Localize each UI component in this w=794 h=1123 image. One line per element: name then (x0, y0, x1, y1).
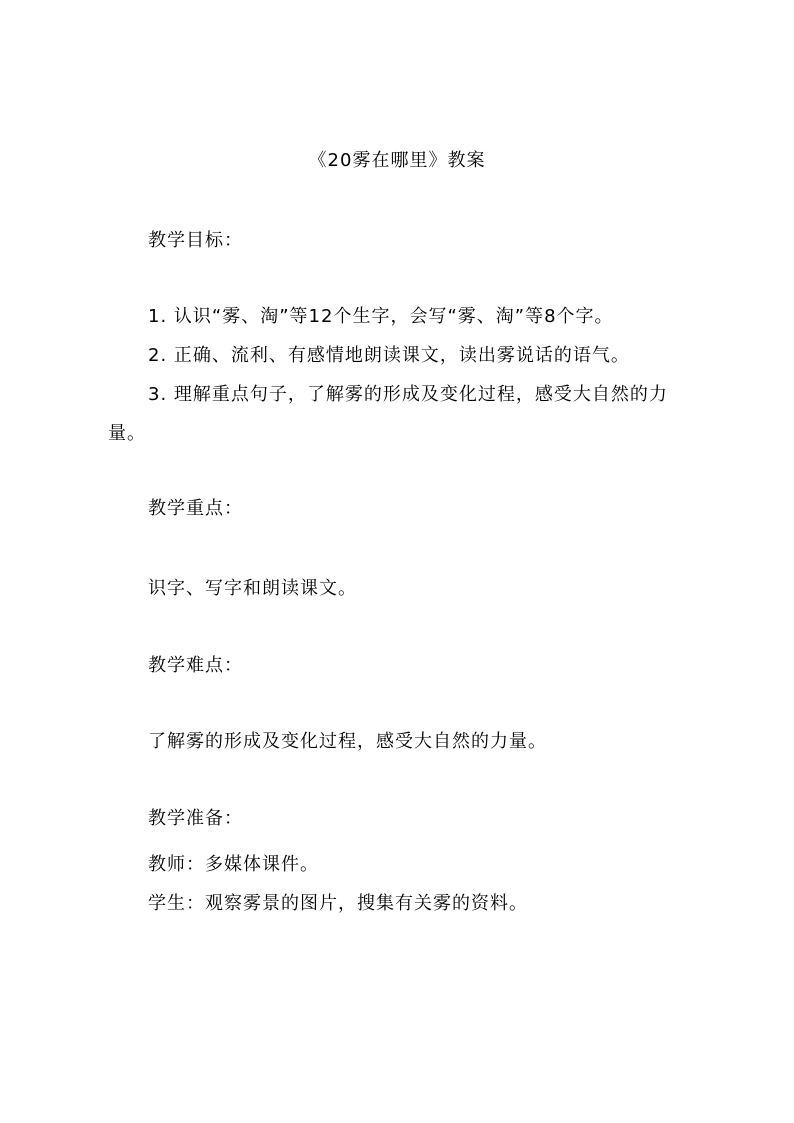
objective-item-1: 1. 认识“雾、淘”等12个生字，会写“雾、淘”等8个字。 (148, 306, 614, 327)
preparation-list (108, 845, 698, 923)
objectives-list (108, 297, 698, 453)
section-heading: 教学重点： (148, 498, 243, 519)
section-heading-preparation (108, 799, 698, 838)
section-heading-difficulty (108, 646, 698, 685)
section-heading-keypoint (108, 489, 698, 528)
keypoint-text: 识字、写字和朗读课文。 (148, 578, 357, 599)
section-heading-objectives (108, 221, 698, 260)
document-title: 《20雾在哪里》教案 (308, 150, 486, 171)
difficulty-content (108, 722, 698, 761)
objective-item-3: 3. 理解重点句子，了解雾的形成及变化过程，感受大自然的力量。 (108, 384, 668, 444)
teacher-preparation: 教师：多媒体课件。 (148, 854, 319, 875)
student-preparation: 学生：观察雾景的图片，搜集有关雾的资料。 (148, 893, 528, 914)
difficulty-text: 了解雾的形成及变化过程，感受大自然的力量。 (148, 731, 547, 752)
keypoint-content (108, 569, 698, 608)
section-heading: 教学难点： (148, 655, 243, 676)
section-heading: 教学目标： (148, 230, 243, 251)
section-heading: 教学准备： (148, 808, 243, 829)
objective-item-2: 2. 正确、流利、有感情地朗读课文，读出雾说话的语气。 (148, 345, 630, 366)
